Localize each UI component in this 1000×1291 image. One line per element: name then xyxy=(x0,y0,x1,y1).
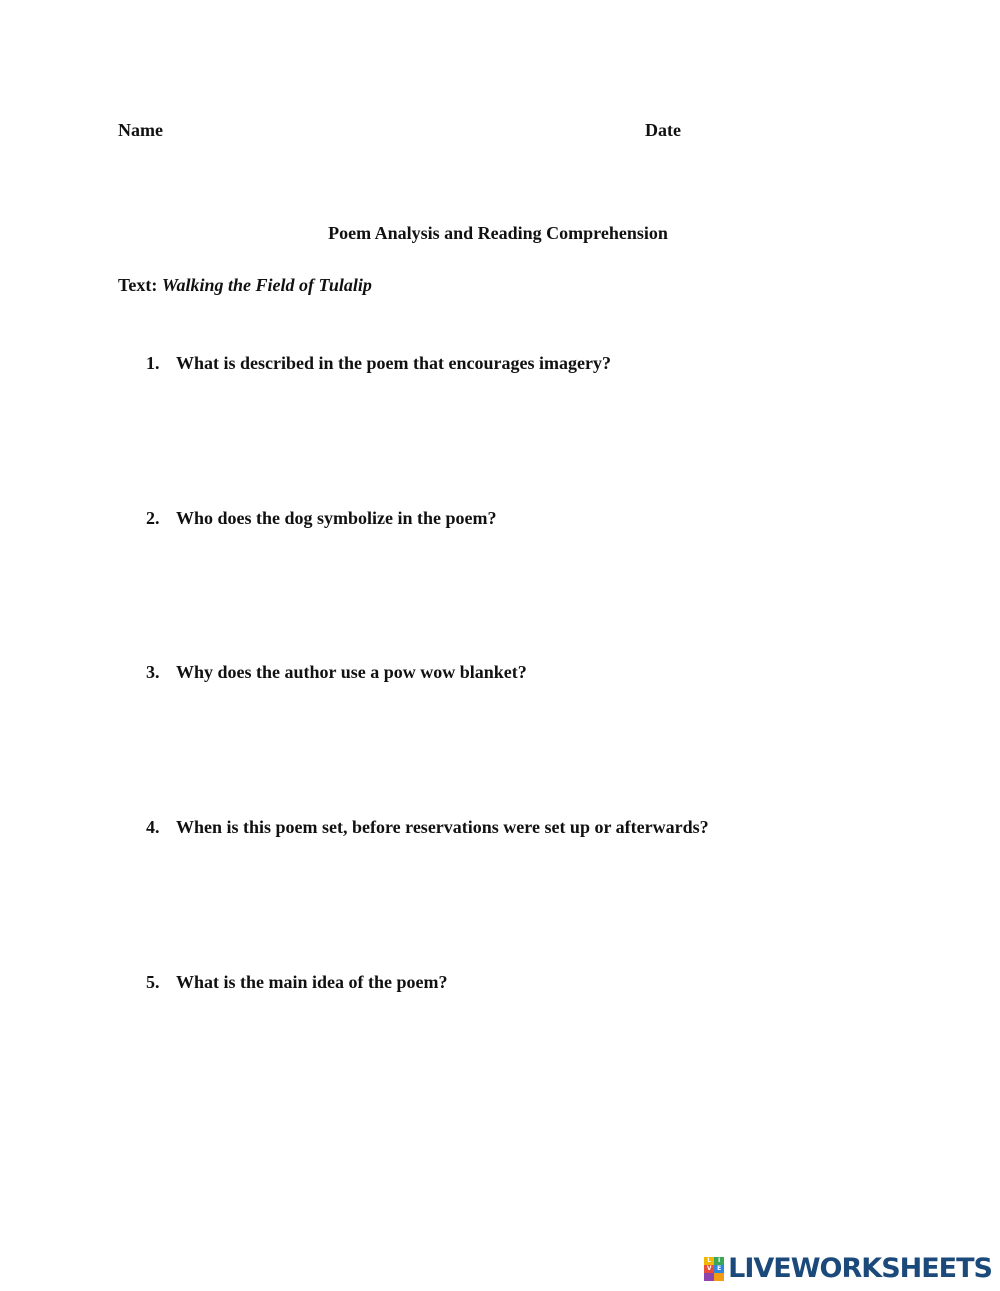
liveworksheets-brand xyxy=(704,1254,992,1284)
page-title: Poem Analysis and Reading Comprehension xyxy=(328,223,668,243)
question-number: 1. xyxy=(146,353,160,373)
question-item xyxy=(146,971,448,993)
question-text: Who does the dog symbolize in the poem? xyxy=(176,508,497,528)
question-item xyxy=(146,352,611,374)
text-reference xyxy=(118,274,372,296)
question-item xyxy=(146,661,527,683)
date-label: Date xyxy=(645,120,681,140)
question-text: When is this poem set, before reservations were set up or afterwards? xyxy=(176,817,709,837)
logo-tile xyxy=(704,1273,714,1281)
logo-tile: I xyxy=(714,1257,724,1265)
question-number: 4. xyxy=(146,817,160,837)
logo-tile xyxy=(714,1273,724,1281)
question-number: 2. xyxy=(146,508,160,528)
question-text: What is described in the poem that encourages imagery? xyxy=(176,353,611,373)
brand-text: LIVEWORKSHEETS xyxy=(728,1253,992,1284)
question-text: What is the main idea of the poem? xyxy=(176,972,448,992)
liveworksheets-logo-icon xyxy=(704,1257,724,1281)
question-item xyxy=(146,816,709,838)
question-text: Why does the author use a pow wow blanket? xyxy=(176,662,527,682)
question-number: 3. xyxy=(146,662,160,682)
text-reference-label: Text: xyxy=(118,275,158,295)
poem-title: Walking the Field of Tulalip xyxy=(161,275,372,295)
logo-tile: L xyxy=(704,1257,714,1265)
name-label: Name xyxy=(118,120,163,140)
logo-tile: V xyxy=(704,1265,714,1273)
logo-tile: E xyxy=(714,1265,724,1273)
question-item xyxy=(146,507,497,529)
question-number: 5. xyxy=(146,972,160,992)
